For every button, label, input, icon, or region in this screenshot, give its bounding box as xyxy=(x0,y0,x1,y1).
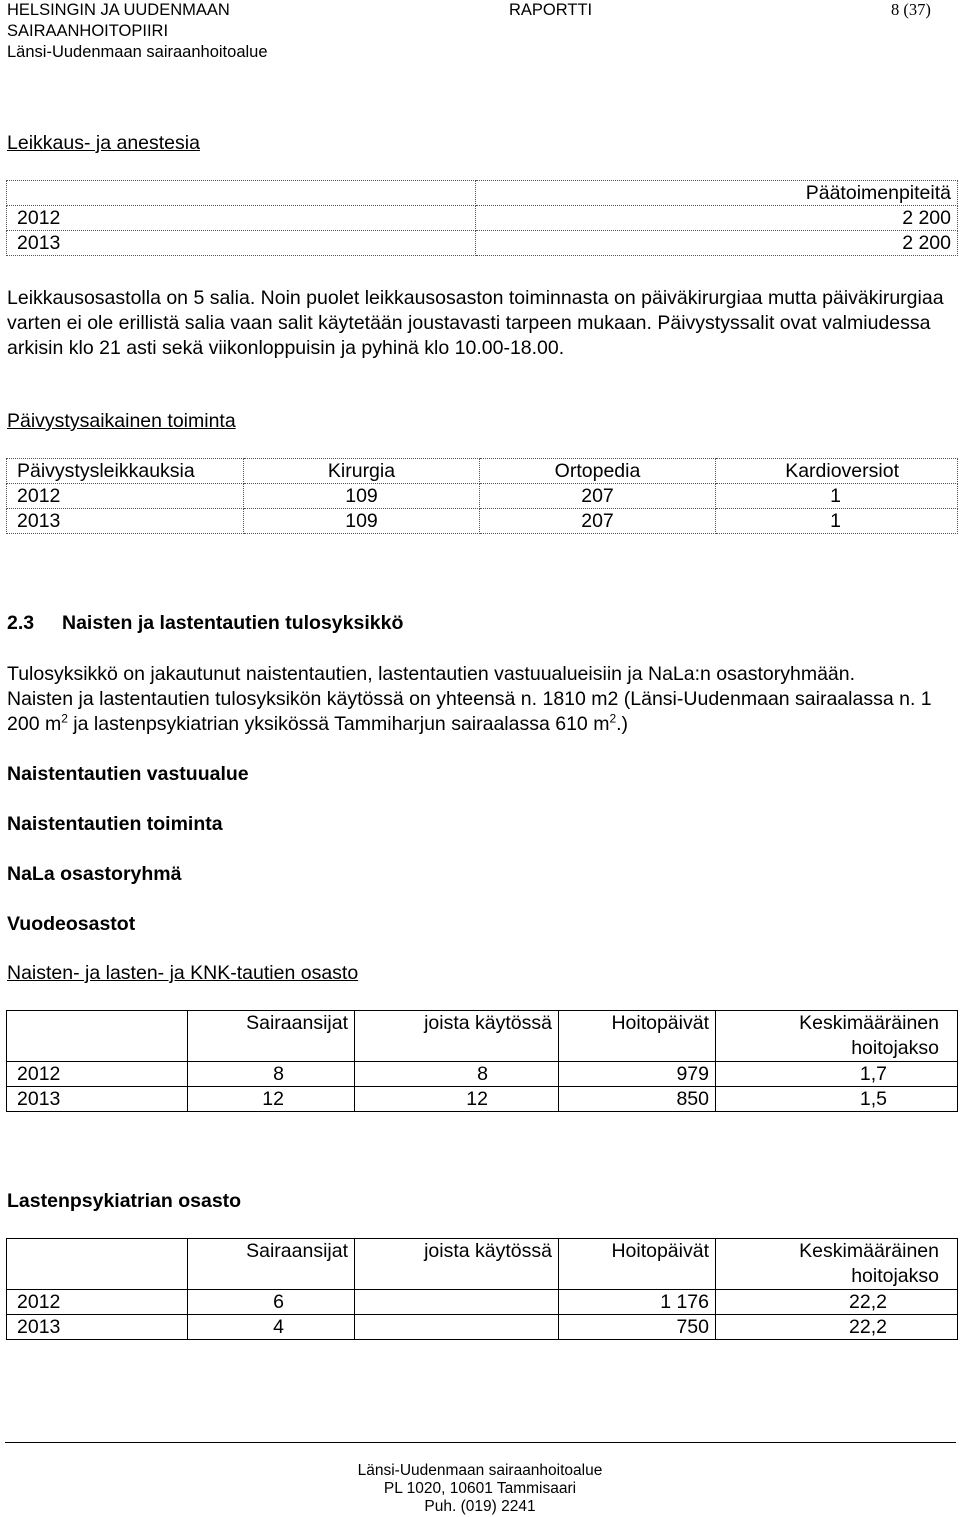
table-header-cell: joista käytössä xyxy=(355,1239,559,1290)
table-header-row xyxy=(7,1011,958,1062)
table-cell: 12 xyxy=(355,1087,559,1112)
table-header-row xyxy=(7,181,958,206)
table-header-cell: Päivystysleikkauksia xyxy=(7,459,244,484)
table-row xyxy=(7,1290,958,1315)
table-header-cell: Sairaansijat xyxy=(188,1239,355,1290)
section-number: 2.3 xyxy=(7,612,35,634)
surgery-table xyxy=(6,180,958,256)
table-row xyxy=(7,206,958,231)
on-call-table xyxy=(6,458,958,534)
table-cell: 2012 xyxy=(7,484,244,509)
org-name-line1: HELSINGIN JA UUDENMAAN xyxy=(7,1,230,19)
table-header-cell: joista käytössä xyxy=(355,1011,559,1062)
section-title-surgery: Leikkaus- ja anestesia xyxy=(7,132,200,154)
table-cell: 22,2 xyxy=(716,1315,958,1340)
table-cell-year: 2012 xyxy=(7,206,476,231)
surgery-paragraph: Leikkausosastolla on 5 salia. Noin puolet leikkausosaston toiminnasta on päiväkirurgiaa mutta päiväkirurgiaa varten ei ole erillistä salia vaan salit käytetään joustavasti tarpeen mukaan. Päivystyssalit ovat valmiudessa arkisin klo 21 asti sekä viikonloppuisin ja pyhinä klo 10.00-18.00. xyxy=(7,287,944,359)
unit-area-paragraph: Naisten ja lastentautien tulosyksikön käytössä on yhteensä n. 1810 m2 (Länsi-Uudenmaan sairaalassa n. 1 200 $m^2$ ja lastenpsykiatrian yksikössä Tammiharjun sairaalassa 610 $m^2$.) xyxy=(7,688,932,735)
table-cell: 109 xyxy=(244,484,480,509)
table-header-cell: Kardioversiot xyxy=(716,459,958,484)
table-cell-year: 2013 xyxy=(7,231,476,256)
table-row xyxy=(7,484,958,509)
table-cell: 1 176 xyxy=(559,1290,716,1315)
table-cell: 109 xyxy=(244,509,480,534)
table-cell: 22,2 xyxy=(716,1290,958,1315)
table-cell: 1,5 xyxy=(716,1087,958,1112)
table-cell: 12 xyxy=(188,1087,355,1112)
table-header-cell: Keskimääräinen hoitojakso xyxy=(716,1239,958,1290)
table-header-cell: Hoitopäivät xyxy=(559,1239,716,1290)
table-header-cell: Sairaansijat xyxy=(188,1011,355,1062)
table-header-cell: Ortopedia xyxy=(480,459,716,484)
table-cell: 2013 xyxy=(7,509,244,534)
table-header-cell: Kirurgia xyxy=(244,459,480,484)
ward-table xyxy=(6,1010,958,1112)
footer-phone: Puh. (019) 2241 xyxy=(424,1498,536,1515)
table-cell: 1 xyxy=(716,484,958,509)
footer-org: Länsi-Uudenmaan sairaanhoitoalue xyxy=(357,1462,603,1479)
table-header-cell: Päätoimenpiteitä xyxy=(476,181,958,206)
subheading-gynecology-area: Naistentautien vastuualue xyxy=(7,763,249,785)
section-title-on-call: Päivystysaikainen toiminta xyxy=(7,410,236,432)
table-row xyxy=(7,231,958,256)
org-name-line3: Länsi-Uudenmaan sairaanhoitoalue xyxy=(7,43,268,61)
table-cell xyxy=(355,1315,559,1340)
page-number: 8 (37) xyxy=(891,0,931,19)
table-cell: 6 xyxy=(188,1290,355,1315)
subheading-nala-group: NaLa osastoryhmä xyxy=(7,863,182,885)
table-cell: 8 xyxy=(355,1062,559,1087)
table-cell: 1 xyxy=(716,509,958,534)
table-cell: 207 xyxy=(480,484,716,509)
table-row xyxy=(7,509,958,534)
table-row xyxy=(7,1062,958,1087)
table-cell: 2013 xyxy=(7,1315,188,1340)
section-heading: Naisten ja lastentautien tulosyksikkö xyxy=(62,612,404,634)
table-header-cell: Hoitopäivät xyxy=(559,1011,716,1062)
footer-address: PL 1020, 10601 Tammisaari xyxy=(383,1480,577,1497)
table-cell: 4 xyxy=(188,1315,355,1340)
footer-divider xyxy=(5,1442,956,1443)
table-header-cell: Keskimääräinen hoitojakso xyxy=(716,1011,958,1062)
table-cell: 750 xyxy=(559,1315,716,1340)
table-header-row xyxy=(7,459,958,484)
document-type: RAPORTTI xyxy=(509,1,593,19)
table-cell: 2013 xyxy=(7,1087,188,1112)
table-row xyxy=(7,1087,958,1112)
subheading-wards: Vuodeosastot xyxy=(7,913,136,935)
psychiatry-title: Lastenpsykiatrian osasto xyxy=(7,1190,242,1212)
unit-description: Tulosyksikkö on jakautunut naistentautien, lastentautien vastuualueisiin ja NaLa:n osastoryhmään. xyxy=(7,663,856,685)
table-cell: 979 xyxy=(559,1062,716,1087)
table-cell: 1,7 xyxy=(716,1062,958,1087)
psychiatry-table xyxy=(6,1238,958,1340)
org-name-line2: SAIRAANHOITOPIIRI xyxy=(7,22,169,40)
table-cell-value: 2 200 xyxy=(476,206,958,231)
table-cell: 2012 xyxy=(7,1062,188,1087)
table-cell: 207 xyxy=(480,509,716,534)
table-row xyxy=(7,1315,958,1340)
table-cell-value: 2 200 xyxy=(476,231,958,256)
table-cell xyxy=(355,1290,559,1315)
ward-title: Naisten- ja lasten- ja KNK-tautien osasto xyxy=(7,962,359,984)
table-cell: 2012 xyxy=(7,1290,188,1315)
table-header-row xyxy=(7,1239,958,1290)
subheading-gynecology-activity: Naistentautien toiminta xyxy=(7,813,223,835)
table-cell: 8 xyxy=(188,1062,355,1087)
table-cell: 850 xyxy=(559,1087,716,1112)
